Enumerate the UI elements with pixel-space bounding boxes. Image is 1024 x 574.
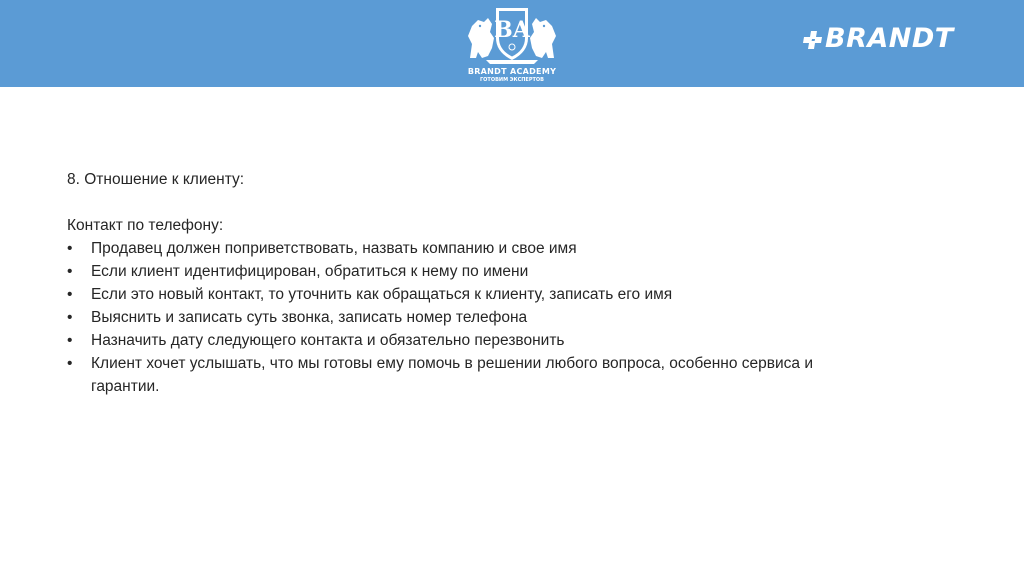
brandt-logo (803, 23, 987, 54)
list-item-text: Если это новый контакт, то уточнить как обращаться к клиенту, записать его имя (91, 286, 673, 303)
brandt-wordmark: BRANDT (825, 23, 954, 54)
list-item (67, 352, 867, 398)
bullet-marker: • (67, 286, 73, 303)
list-item (67, 237, 867, 260)
list-item-text: Клиент хочет услышать, что мы готовы ему помочь в решении любого вопроса, особенно сервиса и гарантии. (91, 355, 814, 395)
list-item (67, 329, 867, 352)
spacer (67, 191, 867, 214)
academy-name: BRANDT ACADEMY (467, 67, 557, 76)
brandt-plus-mark-icon (803, 29, 825, 51)
list-item-text: Выяснить и записать суть звонка, записать номер телефона (91, 309, 528, 326)
academy-logo (460, 4, 564, 86)
bullet-marker: • (67, 309, 73, 326)
svg-text:BA: BA (494, 17, 530, 43)
subheading: Контакт по телефону: (67, 217, 224, 234)
header-band (0, 0, 1024, 87)
list-item (67, 306, 867, 329)
slide-content (67, 168, 867, 398)
academy-tagline: ГОТОВИМ ЭКСПЕРТОВ (480, 77, 544, 83)
section-title: 8. Отношение к клиенту: (67, 171, 245, 188)
bullet-marker: • (67, 332, 73, 349)
bullet-marker: • (67, 240, 73, 257)
list-item (67, 260, 867, 283)
bullet-marker: • (67, 263, 73, 280)
bullet-list (67, 237, 867, 398)
list-item (67, 283, 867, 306)
list-item-text: Назначить дату следующего контакта и обязательно перезвонить (91, 332, 565, 349)
list-item-text: Продавец должен поприветствовать, назвать компанию и свое имя (91, 240, 577, 257)
list-item-text: Если клиент идентифицирован, обратиться к нему по имени (91, 263, 529, 280)
lions-shield-crest-icon (462, 4, 562, 64)
bullet-marker: • (67, 355, 73, 372)
